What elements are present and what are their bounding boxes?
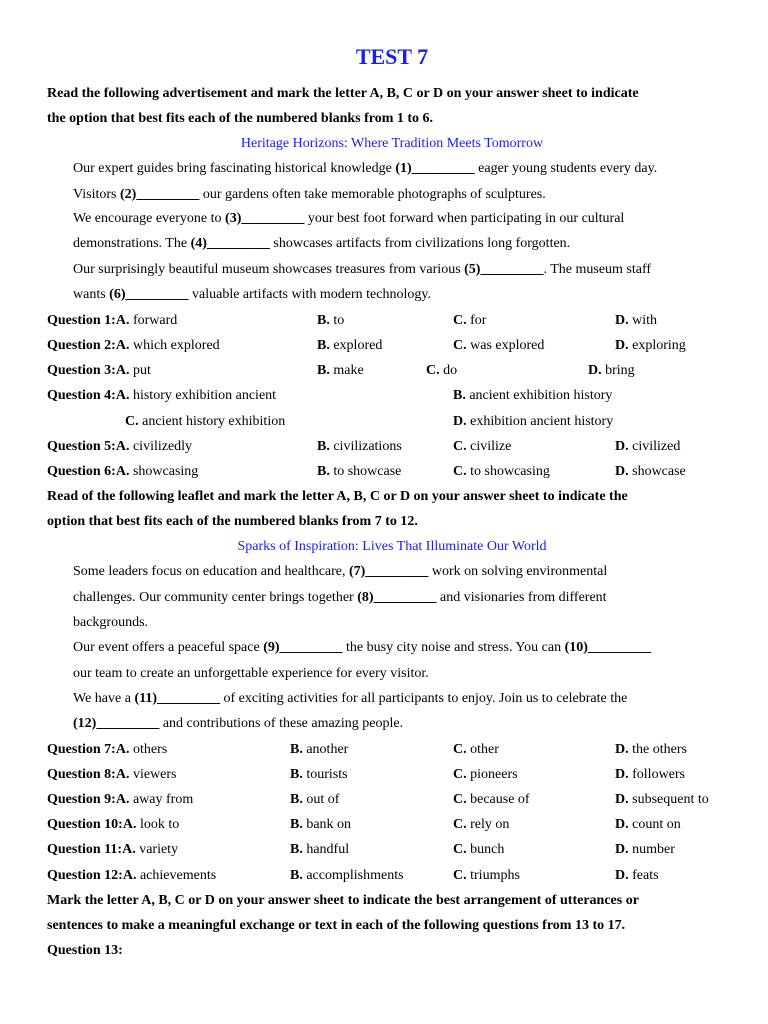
option-letter: C.: [453, 742, 467, 757]
option-text: viewers: [129, 767, 177, 782]
passage2-line: backgrounds.: [73, 615, 149, 630]
question-option-b: [317, 439, 402, 455]
question-option-c: [125, 414, 285, 430]
option-letter: B.: [290, 842, 303, 857]
option-letter: D.: [615, 313, 629, 328]
blank-2: (2)_________: [120, 187, 200, 202]
blank-4: (4)_________: [190, 236, 270, 251]
question-option-b: [317, 313, 344, 329]
question-option-a: [47, 817, 179, 833]
blank-8: (8)_________: [357, 590, 437, 605]
question-option-c: [453, 464, 550, 480]
passage2-line: challenges. Our community center brings together (8)_________ and visionaries from different: [73, 590, 607, 605]
blank-1: (1)_________: [395, 161, 475, 176]
question-option-b: [290, 868, 404, 884]
option-text: forward: [129, 313, 178, 328]
option-text: to showcasing: [466, 464, 550, 479]
option-text: was explored: [466, 338, 545, 353]
option-text: bank on: [302, 817, 352, 832]
option-text: exploring: [628, 338, 686, 353]
question-option-b: [290, 842, 349, 858]
option-letter: C.: [453, 792, 467, 807]
question-option-c: [453, 842, 504, 858]
option-letter: B.: [290, 792, 303, 807]
section2-heading: Sparks of Inspiration: Lives That Illuminate Our World: [237, 539, 547, 554]
question-option-a: [47, 842, 178, 858]
question-option-c: [453, 338, 544, 354]
option-letter: A.: [115, 792, 130, 807]
blank-3: (3)_________: [225, 211, 305, 226]
option-text: bring: [601, 363, 635, 378]
question-label: Question 4:: [47, 388, 116, 403]
question-option-c: [453, 313, 486, 329]
option-text: put: [129, 363, 151, 378]
option-text: exhibition ancient history: [466, 414, 614, 429]
question-label: Question 10:: [47, 817, 123, 832]
question-option-c: [453, 792, 530, 808]
option-letter: D.: [615, 792, 629, 807]
question-option-c: [453, 817, 509, 833]
option-text: subsequent to: [628, 792, 709, 807]
option-letter: C.: [453, 338, 467, 353]
option-letter: B.: [317, 363, 330, 378]
option-letter: A.: [122, 842, 136, 857]
section1-instruction-line1: Read the following advertisement and mark the letter A, B, C or D on your answer sheet to indicate: [47, 86, 639, 101]
option-letter: A.: [122, 868, 137, 883]
question-option-d: [615, 767, 685, 783]
question-option-b: [290, 817, 351, 833]
passage1-line: Our expert guides bring fascinating historical knowledge (1)_________ eager young students every day.: [73, 161, 658, 176]
option-text: civilized: [628, 439, 681, 454]
question-label: Question 1:: [47, 313, 116, 328]
option-letter: B.: [290, 817, 303, 832]
section1-heading: Heritage Horizons: Where Tradition Meets Tomorrow: [240, 136, 544, 151]
option-text: achievements: [136, 868, 217, 883]
question-option-c: [453, 868, 520, 884]
passage2-line: Some leaders focus on education and healthcare, (7)_________ work on solving environmental: [73, 564, 608, 579]
option-letter: C.: [426, 363, 440, 378]
option-letter: A.: [115, 742, 130, 757]
option-letter: D.: [615, 742, 629, 757]
option-text: history exhibition ancient: [129, 388, 277, 403]
question-label: Question 2:: [47, 338, 116, 353]
option-letter: D.: [615, 464, 629, 479]
option-letter: C.: [453, 817, 467, 832]
option-text: to: [329, 313, 345, 328]
question-label: Question 12:: [47, 868, 123, 883]
option-text: make: [329, 363, 364, 378]
question-label: Question 11:: [47, 842, 123, 857]
question-option-a: [47, 388, 276, 404]
option-letter: A.: [115, 363, 130, 378]
option-letter: D.: [615, 842, 629, 857]
option-text: other: [466, 742, 499, 757]
option-letter: A.: [122, 817, 137, 832]
question-option-d: [615, 817, 681, 833]
option-letter: C.: [125, 414, 139, 429]
question-option-d: [453, 414, 613, 430]
option-letter: C.: [453, 464, 467, 479]
option-text: look to: [136, 817, 180, 832]
option-text: do: [439, 363, 458, 378]
blank-10: (10)_________: [564, 640, 651, 655]
option-text: away from: [129, 792, 194, 807]
question-option-b: [317, 338, 382, 354]
question-13-label: Question 13:: [47, 943, 123, 958]
option-letter: B.: [290, 767, 303, 782]
question-option-b: [317, 464, 401, 480]
option-letter: A.: [115, 439, 130, 454]
option-letter: B.: [317, 313, 330, 328]
section3-instruction-line2: sentences to make a meaningful exchange or text in each of the following questions from 13 to 17.: [47, 918, 626, 933]
question-option-d: [615, 842, 675, 858]
option-letter: B.: [317, 338, 330, 353]
question-option-a: [47, 363, 151, 379]
option-letter: B.: [290, 742, 303, 757]
option-text: triumphs: [466, 868, 520, 883]
question-option-d: [615, 464, 686, 480]
option-text: explored: [329, 338, 383, 353]
question-label: Question 7:: [47, 742, 116, 757]
option-letter: B.: [317, 464, 330, 479]
option-text: tourists: [302, 767, 348, 782]
option-letter: D.: [615, 817, 629, 832]
question-option-d: [615, 313, 657, 329]
option-letter: D.: [588, 363, 602, 378]
question-label: Question 8:: [47, 767, 116, 782]
question-option-a: [47, 792, 193, 808]
option-text: rely on: [466, 817, 510, 832]
question-option-b: [453, 388, 612, 404]
passage2-line: our team to create an unforgettable experience for every visitor.: [73, 666, 429, 681]
blank-7: (7)_________: [349, 564, 429, 579]
option-letter: D.: [615, 439, 629, 454]
question-option-d: [615, 792, 709, 808]
option-letter: A.: [115, 464, 130, 479]
passage1-line: We encourage everyone to (3)_________ your best foot forward when participating in our cultural: [73, 211, 625, 226]
option-text: number: [628, 842, 675, 857]
question-option-a: [47, 338, 220, 354]
section1-instruction-line2: the option that best fits each of the numbered blanks from 1 to 6.: [47, 111, 434, 126]
option-text: pioneers: [466, 767, 518, 782]
option-letter: A.: [115, 388, 130, 403]
section2-instruction-line2: option that best fits each of the numbered blanks from 7 to 12.: [47, 514, 418, 529]
passage1-line: Visitors (2)_________ our gardens often take memorable photographs of sculptures.: [73, 187, 546, 202]
blank-11: (11)_________: [134, 691, 221, 706]
passage2-line: We have a (11)_________ of exciting activities for all participants to enjoy. Join us to celebrate the: [73, 691, 628, 706]
option-text: handful: [302, 842, 350, 857]
option-letter: D.: [453, 414, 467, 429]
question-option-a: [47, 464, 198, 480]
passage1-line: demonstrations. The (4)_________ showcases artifacts from civilizations long forgotten.: [73, 236, 571, 251]
question-label: Question 5:: [47, 439, 116, 454]
option-letter: A.: [115, 767, 130, 782]
question-option-a: [47, 767, 177, 783]
option-text: followers: [628, 767, 686, 782]
option-text: others: [129, 742, 168, 757]
blank-5: (5)_________: [464, 262, 544, 277]
option-letter: D.: [615, 767, 629, 782]
section2-instruction-line1: Read of the following leaflet and mark the letter A, B, C or D on your answer sheet to indicate the: [47, 489, 628, 504]
passage1-line: wants (6)_________ valuable artifacts with modern technology.: [73, 287, 431, 302]
question-option-c: [426, 363, 457, 379]
question-option-c: [453, 439, 511, 455]
option-letter: A.: [115, 313, 130, 328]
question-option-a: [47, 439, 192, 455]
question-label: Question 9:: [47, 792, 116, 807]
question-option-b: [290, 742, 348, 758]
option-letter: C.: [453, 439, 467, 454]
question-option-a: [47, 868, 216, 884]
option-text: civilize: [466, 439, 512, 454]
passage2-line: (12)_________ and contributions of these amazing people.: [73, 716, 404, 731]
option-text: with: [628, 313, 658, 328]
test-title: TEST 7: [355, 44, 429, 69]
question-option-b: [290, 767, 348, 783]
blank-9: (9)_________: [263, 640, 343, 655]
blank-6: (6)_________: [109, 287, 189, 302]
question-option-b: [317, 363, 364, 379]
question-label: Question 3:: [47, 363, 116, 378]
question-option-d: [615, 868, 659, 884]
option-letter: D.: [615, 338, 629, 353]
question-option-c: [453, 742, 499, 758]
option-text: feats: [628, 868, 659, 883]
option-text: the others: [628, 742, 687, 757]
option-text: because of: [466, 792, 530, 807]
question-option-d: [615, 338, 686, 354]
option-text: out of: [302, 792, 340, 807]
question-option-d: [615, 439, 680, 455]
question-option-c: [453, 767, 518, 783]
option-letter: C.: [453, 313, 467, 328]
option-letter: C.: [453, 842, 467, 857]
option-text: accomplishments: [302, 868, 404, 883]
option-text: bunch: [466, 842, 505, 857]
question-option-d: [588, 363, 635, 379]
section3-instruction-line1: Mark the letter A, B, C or D on your answer sheet to indicate the best arrangement of utterances or: [47, 893, 639, 908]
option-letter: C.: [453, 868, 467, 883]
question-option-d: [615, 742, 687, 758]
option-letter: B.: [290, 868, 303, 883]
option-text: variety: [135, 842, 179, 857]
option-text: civilizedly: [129, 439, 193, 454]
option-letter: B.: [317, 439, 330, 454]
blank-12: (12)_________: [73, 716, 160, 731]
option-text: for: [466, 313, 487, 328]
option-letter: C.: [453, 767, 467, 782]
option-text: count on: [628, 817, 681, 832]
question-label: Question 6:: [47, 464, 116, 479]
option-text: to showcase: [329, 464, 402, 479]
question-option-a: [47, 742, 167, 758]
option-text: ancient history exhibition: [138, 414, 286, 429]
option-letter: D.: [615, 868, 629, 883]
question-option-b: [290, 792, 339, 808]
option-letter: A.: [115, 338, 130, 353]
passage1-line: Our surprisingly beautiful museum showcases treasures from various (5)_________. The museum staff: [73, 262, 652, 277]
passage2-line: Our event offers a peaceful space (9)_________ the busy city noise and stress. You can (10)_________: [73, 640, 651, 655]
option-text: ancient exhibition history: [465, 388, 613, 403]
option-letter: B.: [453, 388, 466, 403]
option-text: showcase: [628, 464, 686, 479]
option-text: another: [302, 742, 349, 757]
option-text: which explored: [129, 338, 220, 353]
option-text: civilizations: [329, 439, 402, 454]
question-option-a: [47, 313, 177, 329]
option-text: showcasing: [129, 464, 199, 479]
